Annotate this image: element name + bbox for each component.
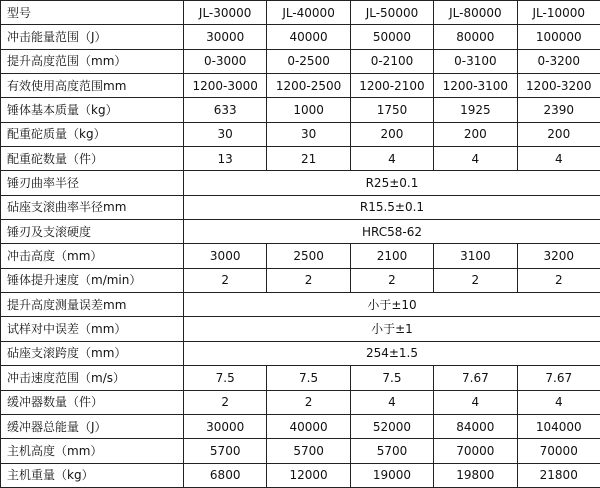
value-cell: 6800	[184, 463, 267, 487]
table-row	[1, 122, 600, 146]
value-cell: 5700	[350, 439, 433, 463]
value-cell: 1200-3200	[517, 74, 600, 98]
table-row	[1, 98, 600, 122]
value-cell: 0-2500	[267, 49, 350, 73]
value-cell: 21	[267, 147, 350, 171]
value-cell: 0-2100	[350, 49, 433, 73]
value-cell: 30000	[184, 25, 267, 49]
value-cell: 30	[184, 122, 267, 146]
row-label-cell: 缓冲器数量（件）	[1, 390, 184, 414]
value-cell: 3100	[434, 244, 517, 268]
merged-value-cell: 小于±1	[184, 317, 600, 341]
header-label-cell: 型号	[1, 1, 184, 25]
value-cell: 21800	[517, 463, 600, 487]
model-header-cell: JL-30000	[184, 1, 267, 25]
table-row	[1, 49, 600, 73]
value-cell: 70000	[517, 439, 600, 463]
value-cell: 0-3000	[184, 49, 267, 73]
row-label-cell: 锤体基本质量（kg）	[1, 98, 184, 122]
value-cell: 4	[517, 390, 600, 414]
table-row	[1, 463, 600, 487]
table-row	[1, 244, 600, 268]
table-row	[1, 390, 600, 414]
value-cell: 50000	[350, 25, 433, 49]
table-row	[1, 268, 600, 292]
table-row	[1, 147, 600, 171]
table-row	[1, 366, 600, 390]
value-cell: 0-3100	[434, 49, 517, 73]
merged-value-cell: R15.5±0.1	[184, 195, 600, 219]
value-cell: 7.5	[184, 366, 267, 390]
value-cell: 7.67	[434, 366, 517, 390]
value-cell: 7.5	[267, 366, 350, 390]
row-label-cell: 主机高度（mm）	[1, 439, 184, 463]
value-cell: 7.5	[350, 366, 433, 390]
value-cell: 1200-3000	[184, 74, 267, 98]
table-row	[1, 293, 600, 317]
row-label-cell: 提升高度范围（mm）	[1, 49, 184, 73]
row-label-cell: 冲击高度（mm）	[1, 244, 184, 268]
row-label-cell: 提升高度测量误差mm	[1, 293, 184, 317]
table-row	[1, 25, 600, 49]
value-cell: 2	[434, 268, 517, 292]
value-cell: 12000	[267, 463, 350, 487]
value-cell: 200	[517, 122, 600, 146]
value-cell: 100000	[517, 25, 600, 49]
table-row	[1, 341, 600, 365]
value-cell: 1925	[434, 98, 517, 122]
value-cell: 1750	[350, 98, 433, 122]
row-label-cell: 缓冲器总能量（J）	[1, 414, 184, 438]
value-cell: 4	[517, 147, 600, 171]
value-cell: 2	[350, 268, 433, 292]
model-header-cell: JL-80000	[434, 1, 517, 25]
value-cell: 4	[434, 147, 517, 171]
value-cell: 3200	[517, 244, 600, 268]
row-label-cell: 锤刃及支滚硬度	[1, 220, 184, 244]
value-cell: 2500	[267, 244, 350, 268]
row-label-cell: 主机重量（kg）	[1, 463, 184, 487]
row-label-cell: 锤体提升速度（m/min）	[1, 268, 184, 292]
value-cell: 30000	[184, 414, 267, 438]
value-cell: 30	[267, 122, 350, 146]
value-cell: 19800	[434, 463, 517, 487]
merged-value-cell: 小于±10	[184, 293, 600, 317]
value-cell: 1200-2500	[267, 74, 350, 98]
value-cell: 104000	[517, 414, 600, 438]
table-row	[1, 439, 600, 463]
model-header-cell: JL-40000	[267, 1, 350, 25]
value-cell: 1200-2100	[350, 74, 433, 98]
value-cell: 2390	[517, 98, 600, 122]
merged-value-cell: 254±1.5	[184, 341, 600, 365]
value-cell: 19000	[350, 463, 433, 487]
value-cell: 40000	[267, 414, 350, 438]
value-cell: 7.67	[517, 366, 600, 390]
merged-value-cell: R25±0.1	[184, 171, 600, 195]
value-cell: 1000	[267, 98, 350, 122]
table-row	[1, 171, 600, 195]
value-cell: 200	[434, 122, 517, 146]
model-header-cell: JL-10000	[517, 1, 600, 25]
value-cell: 4	[434, 390, 517, 414]
table-row	[1, 74, 600, 98]
value-cell: 3000	[184, 244, 267, 268]
row-label-cell: 配重砣数量（件）	[1, 147, 184, 171]
row-label-cell: 有效使用高度范围mm	[1, 74, 184, 98]
value-cell: 2	[517, 268, 600, 292]
table-row	[1, 195, 600, 219]
row-label-cell: 冲击速度范围（m/s）	[1, 366, 184, 390]
value-cell: 4	[350, 390, 433, 414]
value-cell: 4	[350, 147, 433, 171]
value-cell: 0-3200	[517, 49, 600, 73]
value-cell: 5700	[184, 439, 267, 463]
value-cell: 40000	[267, 25, 350, 49]
table-row	[1, 414, 600, 438]
row-label-cell: 锤刃曲率半径	[1, 171, 184, 195]
value-cell: 52000	[350, 414, 433, 438]
value-cell: 2	[267, 268, 350, 292]
value-cell: 2	[184, 268, 267, 292]
value-cell: 1200-3100	[434, 74, 517, 98]
value-cell: 200	[350, 122, 433, 146]
value-cell: 2	[184, 390, 267, 414]
value-cell: 2100	[350, 244, 433, 268]
spec-table-body	[1, 1, 600, 488]
table-row	[1, 220, 600, 244]
value-cell: 2	[267, 390, 350, 414]
value-cell: 5700	[267, 439, 350, 463]
value-cell: 633	[184, 98, 267, 122]
value-cell: 84000	[434, 414, 517, 438]
merged-value-cell: HRC58-62	[184, 220, 600, 244]
header-row	[1, 1, 600, 25]
value-cell: 80000	[434, 25, 517, 49]
row-label-cell: 砧座支滚跨度（mm）	[1, 341, 184, 365]
model-header-cell: JL-50000	[350, 1, 433, 25]
table-row	[1, 317, 600, 341]
row-label-cell: 砧座支滚曲率半径mm	[1, 195, 184, 219]
row-label-cell: 配重砣质量（kg）	[1, 122, 184, 146]
value-cell: 13	[184, 147, 267, 171]
row-label-cell: 试样对中误差（mm）	[1, 317, 184, 341]
row-label-cell: 冲击能量范围（J）	[1, 25, 184, 49]
value-cell: 70000	[434, 439, 517, 463]
